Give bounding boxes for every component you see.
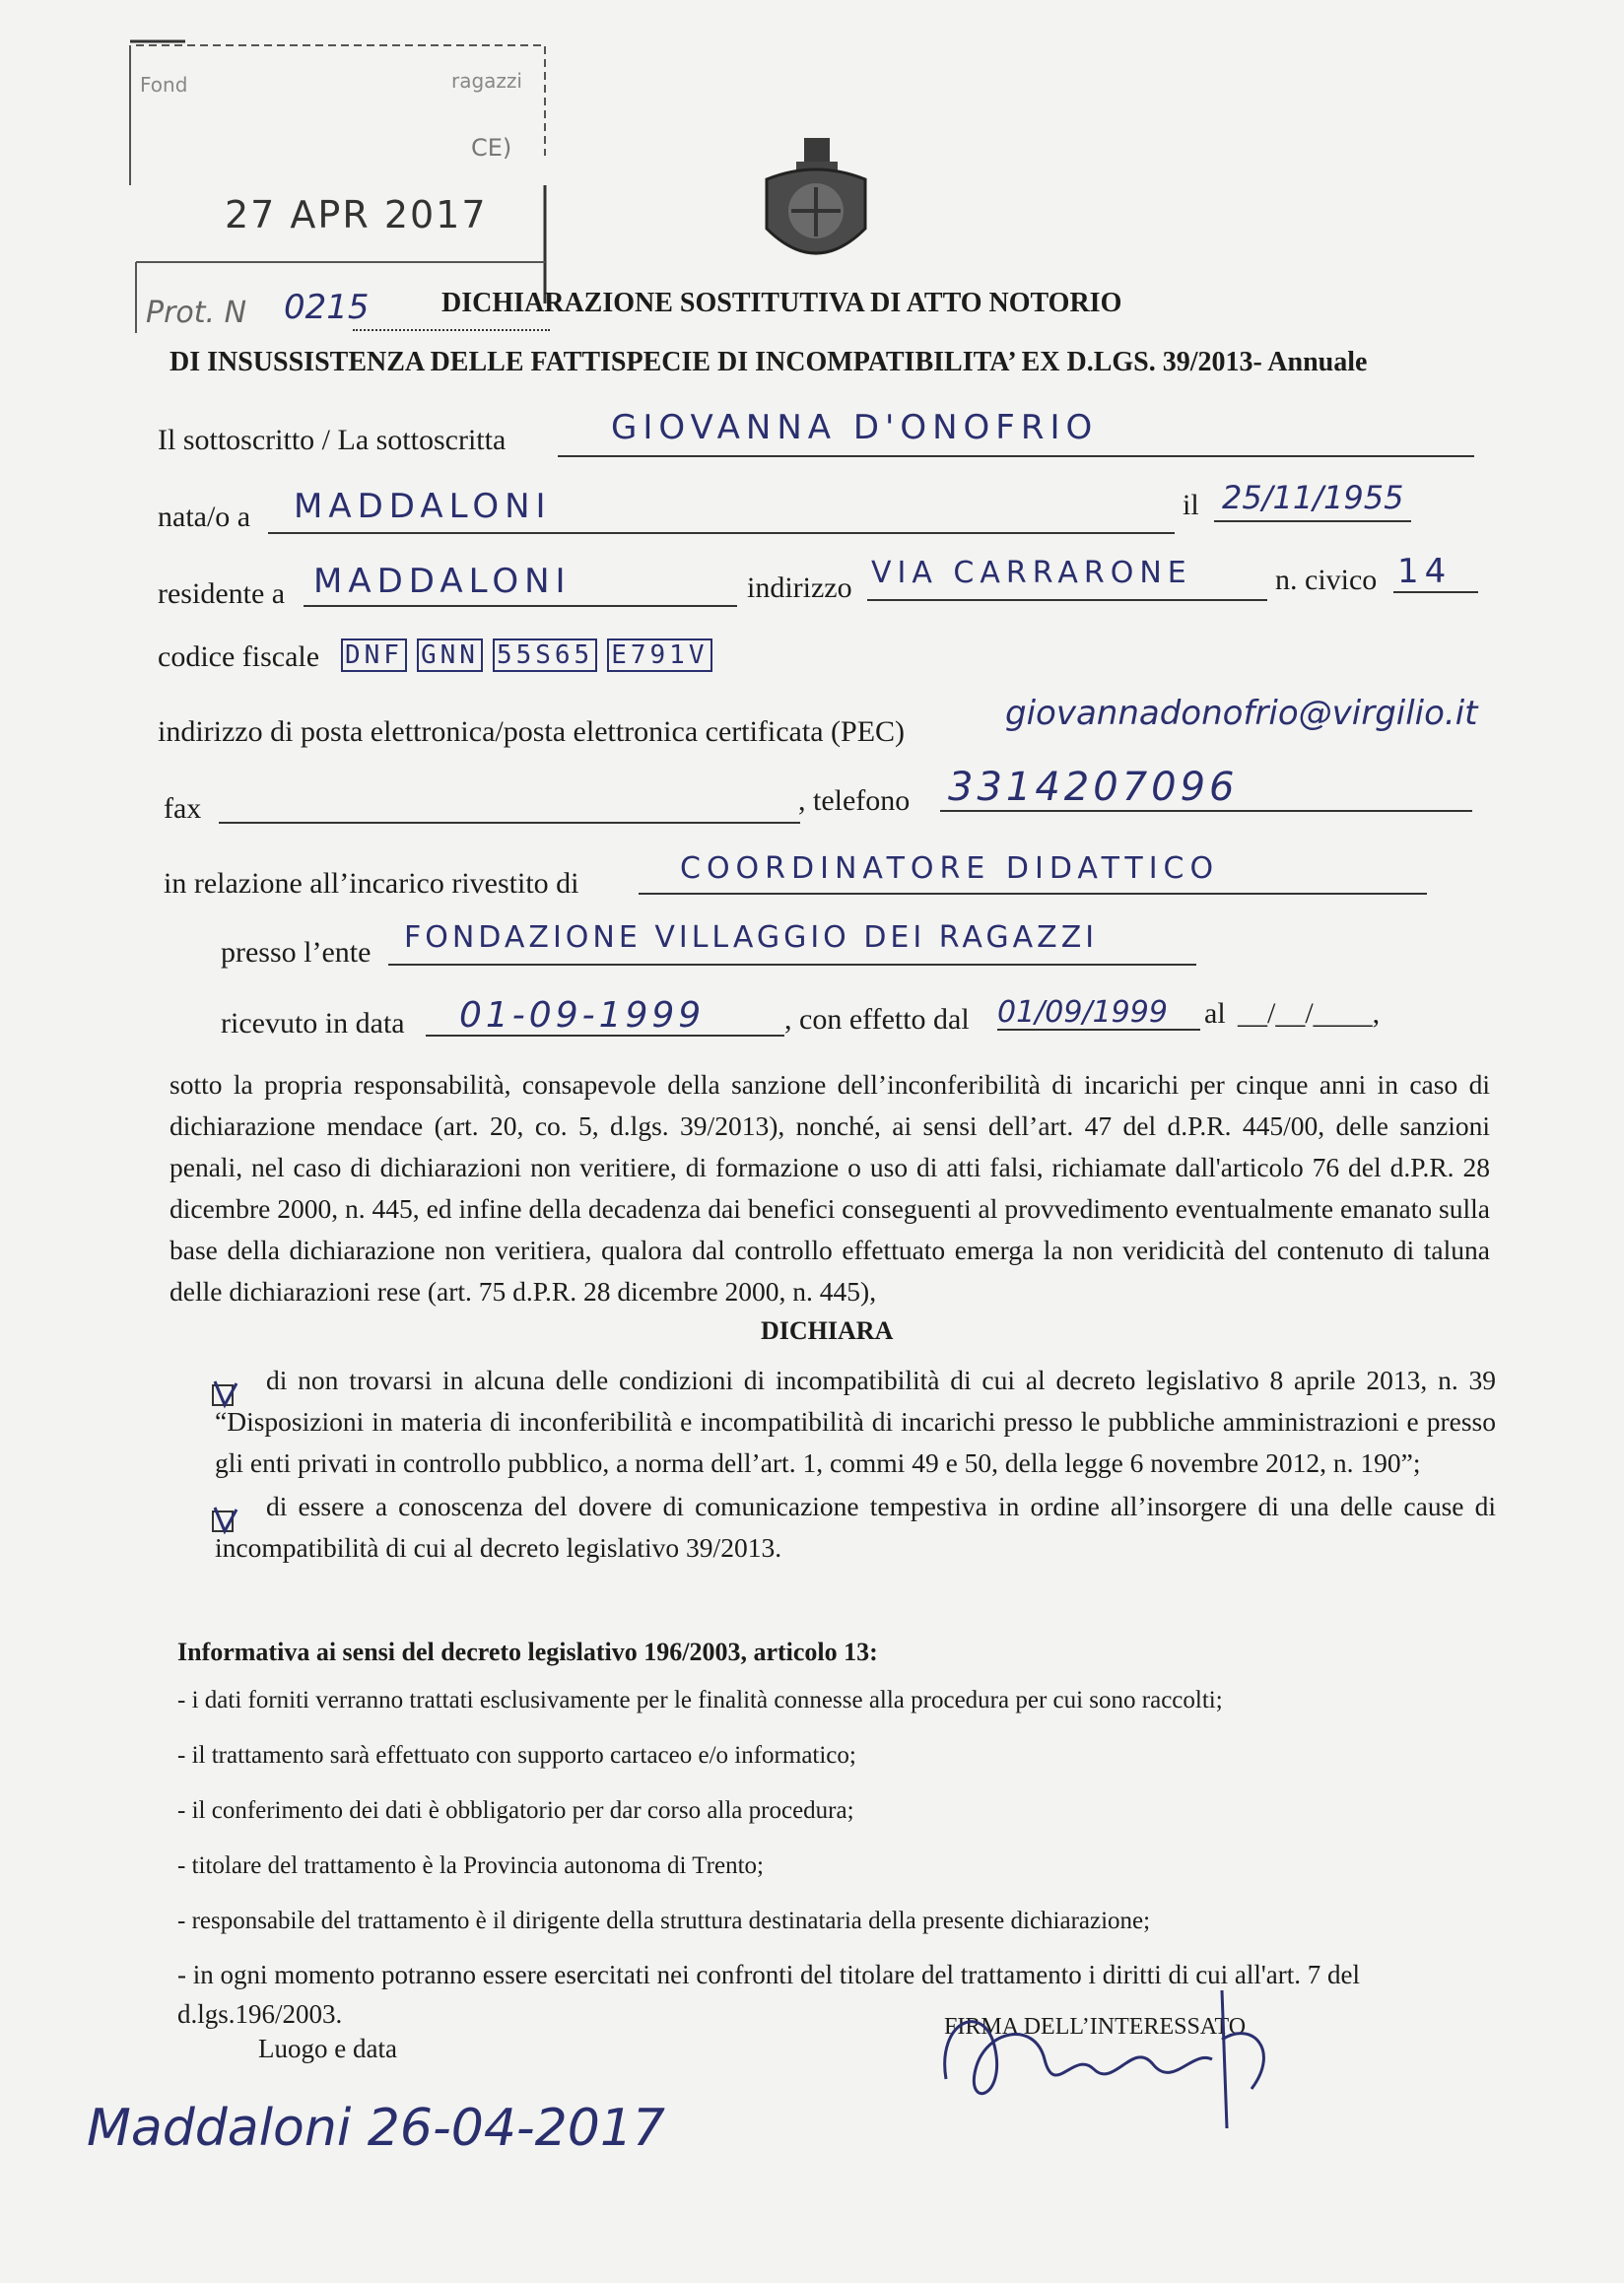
ente-label: presso l’ente (221, 936, 372, 969)
informativa-heading: Informativa ai sensi del decreto legislativo 196/2003, articolo 13: (177, 1638, 878, 1666)
cf-boxes (331, 638, 712, 672)
incarico-value: COORDINATORE DIDATTICO (680, 851, 1220, 886)
nato-value: MADDALONI (294, 487, 552, 526)
declaration-2: di essere a conoscenza del dovere di comunicazione tempestiva in ordine all’insorgere di una delle cause di incompatibilità di cui al decreto legislativo 39/2013. (215, 1491, 1496, 1563)
signature-icon (926, 1961, 1320, 2158)
ente-line (388, 964, 1196, 966)
title-line-2: DI INSUSSISTENZA DELLE FATTISPECIE DI INCOMPATIBILITA’ EX D.LGS. 39/2013- Annuale (169, 347, 1368, 377)
residente-label: residente a (158, 577, 286, 610)
incarico-label: in relazione all’incarico rivestito di (164, 867, 579, 900)
indirizzo-label: indirizzo (747, 571, 852, 604)
indirizzo-value: VIA CARRARONE (871, 556, 1192, 590)
ricevuto-label: ricevuto in data (221, 1007, 405, 1040)
stamp-top-left-text: Fond (140, 73, 188, 97)
declaration-1: di non trovarsi in alcuna delle condizioni di incompatibilità di cui al decreto legislativo 8 aprile 2013, n. 39 “Disposizioni in materia di inconferibilità e incompatibilità di incarichi presso le pubbliche amministrazioni e presso gli enti privati in controllo pubblico, a norma dell’art. 1, commi 49 e 50, della legge 6 novembre 2012, n. 190”; (215, 1365, 1496, 1478)
informativa-item-6: - in ogni momento potranno essere esercitati nei confronti del titolare del trattamento i diritti di cui all'art. 7 del d.lgs.196/2003. (177, 1960, 1360, 2029)
al-label: al (1204, 997, 1226, 1030)
nato-label: nata/o a (158, 501, 251, 533)
ricevuto-value: 01-09-1999 (459, 995, 706, 1036)
stamp-small-text: CE) (471, 134, 512, 162)
informativa-item-4: - titolare del trattamento è la Provincia autonoma di Trento; (177, 1852, 764, 1879)
effetto-label: , con effetto dal (784, 1003, 970, 1036)
indirizzo-line (867, 599, 1267, 601)
pec-label: indirizzo di posta elettronica/posta elettronica certificata (PEC) (158, 715, 906, 748)
cf-group-3: 55S65 (493, 638, 597, 672)
sottoscritto-value: GIOVANNA D'ONOFRIO (611, 408, 1099, 447)
emblem-icon (747, 130, 885, 280)
telefono-line (940, 810, 1472, 812)
informativa-item-3: - il conferimento dei dati è obbligatorio per dar corso alla procedura; (177, 1797, 854, 1824)
telefono-label: , telefono (798, 784, 911, 817)
stamp-top-right-text: ragazzi (451, 69, 522, 93)
cf-group-4: E791V (607, 638, 711, 672)
dichiara-heading: DICHIARA (761, 1316, 894, 1345)
pec-value: giovannadonofrio@virgilio.it (1005, 694, 1478, 733)
prot-number: 0215 (284, 288, 370, 327)
stamp-date: 27 APR 2017 (225, 193, 488, 236)
luogo-label: Luogo e data (258, 2034, 397, 2063)
luogo-value: Maddaloni 26-04-2017 (87, 2099, 666, 2158)
effetto-value: 01/09/1999 (997, 995, 1168, 1030)
sottoscritto-label: Il sottoscritto / La sottoscritta (158, 424, 507, 456)
il-value: 25/11/1955 (1222, 479, 1404, 516)
title-line-1: DICHIARAZIONE SOSTITUTIVA DI ATTO NOTORIO (441, 288, 1122, 318)
fax-label: fax (164, 792, 202, 825)
incarico-line (639, 893, 1427, 895)
al-value: __/__/____, (1238, 997, 1381, 1030)
il-line (1214, 520, 1411, 522)
civico-value: 14 (1397, 552, 1453, 591)
residente-value: MADDALONI (313, 562, 572, 601)
informativa-item-2: - il trattamento sarà effettuato con supporto cartaceo e/o informatico; (177, 1742, 856, 1769)
responsibility-paragraph: sotto la propria responsabilità, consapevole della sanzione dell’inconferibilità di incarichi per cinque anni in caso di dichiarazione mendace (art. 20, co. 5, d.lgs. 39/2013), nonché, ai sensi dell’art. 47 del d.P.R. 445/00, delle sanzioni penali, nel caso di dichiarazioni non veritiere, di formazione o uso di atti falsi, richiamate dall'articolo 76 del d.P.R. 28 dicembre 2000, n. 445, ed infine della decadenza dai benefici conseguenti al provvedimento eventualmente emanato sulla base della dichiarazione non veritiera, qualora dal controllo effettuato emerga la non veridicità del contenuto di taluna delle dichiarazioni rese (art. 75 d.P.R. 28 dicembre 2000, n. 445), (169, 1069, 1490, 1307)
il-label: il (1183, 489, 1199, 521)
residente-line (304, 605, 737, 607)
informativa-item-5: - responsabile del trattamento è il dirigente della struttura destinataria della presente dichiarazione; (177, 1908, 1151, 1934)
fax-line (219, 822, 800, 824)
cf-group-1: DNF (341, 638, 407, 672)
civico-label: n. civico (1275, 564, 1378, 596)
prot-line (353, 329, 550, 331)
firma-label: FIRMA DELL’INTERESSATO (944, 2014, 1247, 2040)
civico-line (1393, 591, 1478, 593)
cf-label: codice fiscale (158, 640, 320, 673)
nato-line (268, 532, 1175, 534)
sottoscritto-line (558, 455, 1474, 457)
ente-value: FONDAZIONE VILLAGGIO DEI RAGAZZI (404, 920, 1099, 955)
cf-group-2: GNN (417, 638, 483, 672)
prot-label: Prot. N (146, 296, 247, 330)
informativa-item-1: - i dati forniti verranno trattati esclusivamente per le finalità connesse alla procedura per cui sono raccolti; (177, 1687, 1223, 1713)
telefono-value: 3314207096 (948, 765, 1239, 810)
